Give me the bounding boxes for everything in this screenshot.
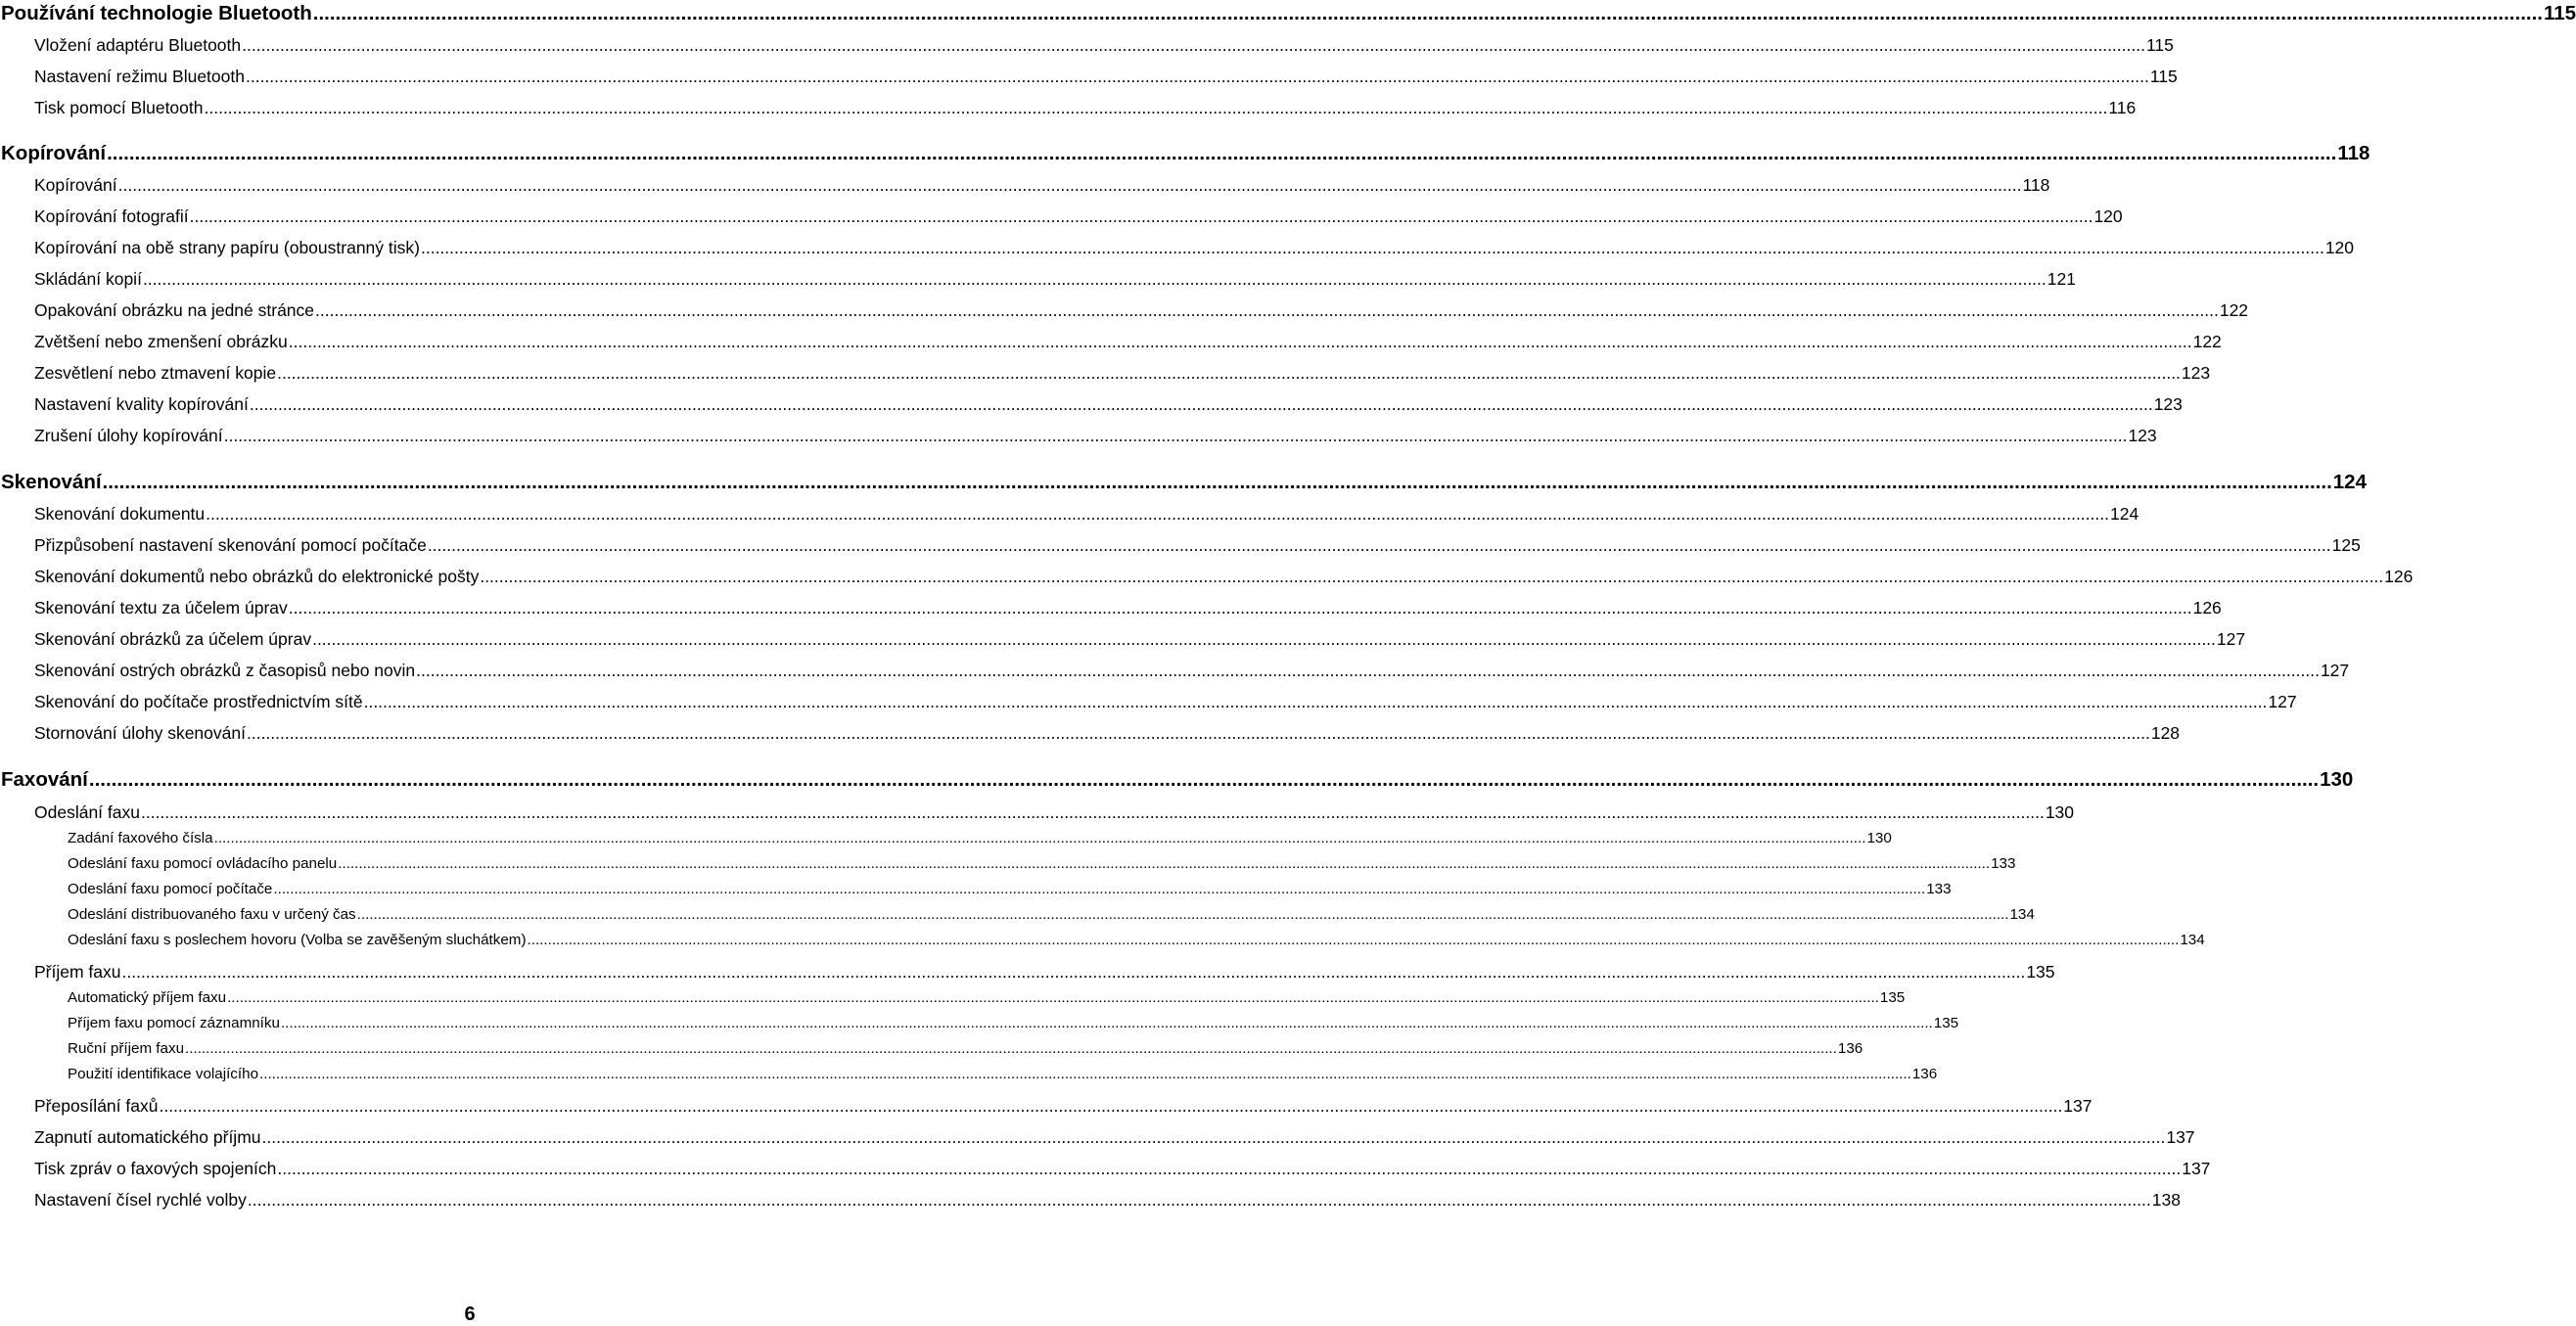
toc-entry-page: 125 [2331, 535, 2361, 555]
toc-entry-title: Používání technologie Bluetooth [1, 2, 312, 24]
toc-entry-title: Skenování obrázků za účelem úprav [34, 629, 312, 649]
toc-subsection[interactable] [0, 830, 1892, 846]
toc-entry-title: Kopírování na obě strany papíru (oboustranný tisk) [34, 238, 420, 257]
toc-entry-title: Tisk zpráv o faxových spojeních [34, 1159, 277, 1178]
toc-entry-page: 124 [2109, 504, 2139, 524]
toc-entry-title: Kopírování [34, 175, 117, 195]
toc-entry-title: Stornování úlohy skenování [34, 723, 246, 743]
toc-section[interactable] [0, 692, 2297, 712]
toc-entry-page: 135 [2026, 962, 2055, 982]
toc-section[interactable] [0, 567, 2414, 587]
toc-dot-leader: ................................................................................................................................................................................................................................................................................................................................................................................................................ [338, 855, 1991, 872]
toc-dot-leader: ................................................................................................................................................................................................................................................................................................................................................................................................................ [312, 2, 2543, 24]
toc-entry-title: Příjem faxu [34, 962, 121, 982]
toc-entry-title: Kopírování [1, 142, 107, 164]
toc-subsection[interactable] [0, 1066, 1938, 1082]
toc-dot-leader: ................................................................................................................................................................................................................................................................................................................................................................................................................ [247, 1190, 2151, 1210]
toc-entry-page: 115 [2543, 2, 2576, 24]
toc-entry-title: Odeslání faxu [34, 802, 140, 822]
toc-dot-leader: ................................................................................................................................................................................................................................................................................................................................................................................................................ [121, 962, 2026, 982]
toc-section[interactable] [0, 269, 2076, 290]
toc-dot-leader: ................................................................................................................................................................................................................................................................................................................................................................................................................ [189, 206, 2093, 226]
toc-section[interactable] [0, 175, 2050, 196]
toc-entry-page: 134 [2009, 906, 2035, 923]
toc-dot-leader: ................................................................................................................................................................................................................................................................................................................................................................................................................ [261, 1127, 2166, 1147]
page-number: 6 [464, 1303, 476, 1325]
toc-entry-title: Kopírování fotografií [34, 206, 189, 226]
toc-dot-leader: ................................................................................................................................................................................................................................................................................................................................................................................................................ [356, 906, 2009, 923]
toc-entry-title: Zvětšení nebo zmenšení obrázku [34, 332, 288, 351]
toc-entry-title: Skenování [1, 471, 102, 493]
toc-entry-title: Skenování do počítače prostřednictvím sítě [34, 692, 363, 711]
toc-chapter[interactable] [0, 142, 2370, 165]
toc-subsection[interactable] [0, 1015, 1959, 1031]
toc-dot-leader: ................................................................................................................................................................................................................................................................................................................................................................................................................ [280, 1015, 1933, 1031]
toc-section[interactable] [0, 426, 2157, 446]
toc-entry-page: 137 [2182, 1159, 2211, 1178]
toc-section[interactable] [0, 598, 2222, 618]
toc-subsection[interactable] [0, 881, 1952, 897]
toc-entry-page: 115 [2145, 35, 2174, 55]
toc-section[interactable] [0, 962, 2055, 983]
toc-entry-title: Opakování obrázku na jedné stránce [34, 300, 315, 320]
toc-entry-page: 134 [2180, 932, 2205, 948]
toc-entry-title: Odeslání faxu pomocí ovládacího panelu [68, 855, 338, 872]
toc-entry-title: Zadání faxového čísla [68, 830, 213, 846]
toc-section[interactable] [0, 723, 2181, 744]
toc-section[interactable] [0, 535, 2361, 556]
toc-entry-title: Tisk pomocí Bluetooth [34, 98, 204, 117]
toc-section[interactable] [0, 206, 2123, 227]
toc-dot-leader: ................................................................................................................................................................................................................................................................................................................................................................................................................ [142, 269, 2047, 289]
toc-entry-page: 138 [2151, 1190, 2181, 1210]
toc-entry-title: Použití identifikace volajícího [68, 1066, 259, 1082]
toc-entry-title: Nastavení čísel rychlé volby [34, 1190, 247, 1210]
toc-entry-page: 115 [2149, 67, 2178, 86]
toc-entry-page: 133 [1926, 881, 1952, 897]
toc-entry-title: Přizpůsobení nastavení skenování pomocí počítače [34, 535, 427, 555]
toc-entry-page: 136 [1911, 1066, 1938, 1082]
toc-dot-leader: ................................................................................................................................................................................................................................................................................................................................................................................................................ [273, 881, 1926, 897]
toc-dot-leader: ................................................................................................................................................................................................................................................................................................................................................................................................................ [140, 802, 2045, 822]
toc-entry-page: 124 [2332, 471, 2367, 493]
toc-entry-page: 130 [1866, 830, 1892, 846]
toc-section[interactable] [0, 504, 2139, 525]
toc-section[interactable] [0, 1096, 2093, 1117]
toc-entry-title: Zesvětlení nebo ztmavení kopie [34, 363, 277, 383]
toc-entry-title: Nastavení režimu Bluetooth [34, 67, 245, 86]
toc-entry-page: 127 [2320, 661, 2350, 680]
toc-dot-leader: ................................................................................................................................................................................................................................................................................................................................................................................................................ [480, 567, 2384, 586]
toc-entry-page: 130 [2320, 768, 2354, 791]
toc-dot-leader: ................................................................................................................................................................................................................................................................................................................................................................................................................ [259, 1066, 1911, 1082]
toc-section[interactable] [0, 363, 2211, 384]
toc-entry-page: 123 [2153, 394, 2183, 414]
toc-dot-leader: ................................................................................................................................................................................................................................................................................................................................................................................................................ [363, 692, 2268, 711]
toc-subsection[interactable] [0, 932, 2205, 948]
toc-entry-title: Odeslání distribuovaného faxu v určený čas [68, 906, 356, 923]
toc-entry-title: Skládání kopií [34, 269, 142, 289]
toc-entry-page: 133 [1991, 855, 2016, 872]
toc-entry-title: Odeslání faxu s poslechem hovoru (Volba se zavěšeným sluchátkem) [68, 932, 527, 948]
toc-entry-page: 122 [2219, 300, 2249, 320]
toc-entry-page: 120 [2093, 206, 2123, 226]
toc-dot-leader: ................................................................................................................................................................................................................................................................................................................................................................................................................ [288, 598, 2192, 617]
toc-subsection[interactable] [0, 855, 2016, 872]
toc-section[interactable] [0, 629, 2246, 650]
toc-entry-title: Skenování textu za účelem úprav [34, 598, 288, 617]
toc-section[interactable] [0, 394, 2183, 415]
toc-entry-title: Přeposílání faxů [34, 1096, 159, 1116]
toc-section[interactable] [0, 238, 2355, 258]
toc-dot-leader: ................................................................................................................................................................................................................................................................................................................................................................................................................ [245, 67, 2149, 86]
toc-section[interactable] [0, 802, 2075, 823]
toc-dot-leader: ................................................................................................................................................................................................................................................................................................................................................................................................................ [185, 1040, 1837, 1057]
toc-entry-page: 118 [2337, 142, 2370, 164]
toc-section[interactable] [0, 35, 2174, 56]
toc-dot-leader: ................................................................................................................................................................................................................................................................................................................................................................................................................ [206, 504, 2109, 524]
toc-entry-title: Ruční příjem faxu [68, 1040, 185, 1057]
toc-dot-leader: ................................................................................................................................................................................................................................................................................................................................................................................................................ [288, 332, 2192, 351]
toc-dot-leader: ................................................................................................................................................................................................................................................................................................................................................................................................................ [277, 363, 2181, 383]
toc-entry-page: 137 [2166, 1127, 2195, 1147]
toc-entry-page: 118 [2022, 175, 2050, 195]
toc-dot-leader: ................................................................................................................................................................................................................................................................................................................................................................................................................ [527, 932, 2180, 948]
toc-entry-page: 127 [2216, 629, 2246, 649]
toc-section[interactable] [0, 661, 2350, 681]
toc-section[interactable] [0, 67, 2178, 87]
toc-dot-leader: ................................................................................................................................................................................................................................................................................................................................................................................................................ [420, 238, 2324, 257]
toc-section[interactable] [0, 1159, 2211, 1179]
toc-entry-page: 122 [2192, 332, 2222, 351]
toc-entry-page: 123 [2181, 363, 2211, 383]
toc-entry-page: 127 [2268, 692, 2297, 711]
toc-entry-page: 136 [1837, 1040, 1863, 1057]
toc-dot-leader: ................................................................................................................................................................................................................................................................................................................................................................................................................ [88, 768, 2320, 791]
toc-section[interactable] [0, 1127, 2195, 1148]
toc-entry-title: Příjem faxu pomocí záznamníku [68, 1015, 280, 1031]
toc-entry-title: Zrušení úlohy kopírování [34, 426, 223, 445]
toc-section[interactable] [0, 332, 2222, 352]
toc-section[interactable] [0, 1190, 2181, 1211]
toc-dot-leader: ................................................................................................................................................................................................................................................................................................................................................................................................................ [416, 661, 2320, 680]
toc-entry-page: 135 [1879, 989, 1906, 1006]
toc-entry-page: 123 [2128, 426, 2157, 445]
toc-dot-leader: ................................................................................................................................................................................................................................................................................................................................................................................................................ [213, 830, 1866, 846]
toc-entry-page: 135 [1933, 1015, 1959, 1031]
toc-dot-leader: ................................................................................................................................................................................................................................................................................................................................................................................................................ [312, 629, 2216, 649]
toc-subsection[interactable] [0, 906, 2035, 923]
toc-dot-leader: ................................................................................................................................................................................................................................................................................................................................................................................................................ [242, 35, 2145, 55]
toc-entry-title: Skenování dokumentu [34, 504, 206, 524]
toc-entry-title: Odeslání faxu pomocí počítače [68, 881, 273, 897]
toc-dot-leader: ................................................................................................................................................................................................................................................................................................................................................................................................................ [159, 1096, 2063, 1116]
toc-entry-page: 120 [2324, 238, 2355, 257]
toc-entry-title: Vložení adaptéru Bluetooth [34, 35, 242, 55]
toc-entry-title: Nastavení kvality kopírování [34, 394, 249, 414]
toc-dot-leader: ................................................................................................................................................................................................................................................................................................................................................................................................................ [204, 98, 2108, 117]
toc-dot-leader: ................................................................................................................................................................................................................................................................................................................................................................................................................ [107, 142, 2337, 164]
toc-entry-title: Zapnutí automatického příjmu [34, 1127, 261, 1147]
toc-dot-leader: ................................................................................................................................................................................................................................................................................................................................................................................................................ [102, 471, 2332, 493]
toc-dot-leader: ................................................................................................................................................................................................................................................................................................................................................................................................................ [249, 394, 2153, 414]
toc-subsection[interactable] [0, 989, 1906, 1006]
toc-chapter[interactable] [0, 471, 2367, 494]
toc-subsection[interactable] [0, 1040, 1863, 1057]
toc-section[interactable] [0, 300, 2249, 321]
toc-entry-page: 137 [2063, 1096, 2093, 1116]
toc-entry-page: 126 [2192, 598, 2222, 617]
toc-entry-title: Skenování ostrých obrázků z časopisů nebo novin [34, 661, 416, 680]
toc-dot-leader: ................................................................................................................................................................................................................................................................................................................................................................................................................ [277, 1159, 2182, 1178]
toc-chapter[interactable] [0, 2, 2576, 25]
toc-entry-page: 128 [2150, 723, 2181, 743]
toc-entry-page: 126 [2384, 567, 2414, 586]
toc-entry-page: 121 [2047, 269, 2076, 289]
toc-dot-leader: ................................................................................................................................................................................................................................................................................................................................................................................................................ [315, 300, 2219, 320]
toc-section[interactable] [0, 98, 2137, 118]
toc-dot-leader: ................................................................................................................................................................................................................................................................................................................................................................................................................ [227, 989, 1879, 1006]
toc-dot-leader: ................................................................................................................................................................................................................................................................................................................................................................................................................ [427, 535, 2331, 555]
toc-dot-leader: ................................................................................................................................................................................................................................................................................................................................................................................................................ [246, 723, 2150, 743]
toc-dot-leader: ................................................................................................................................................................................................................................................................................................................................................................................................................ [223, 426, 2128, 445]
toc-entry-page: 130 [2045, 802, 2075, 822]
toc-entry-title: Automatický příjem faxu [68, 989, 227, 1006]
toc-chapter[interactable] [0, 768, 2354, 792]
toc-entry-title: Skenování dokumentů nebo obrázků do elektronické pošty [34, 567, 480, 586]
toc-dot-leader: ................................................................................................................................................................................................................................................................................................................................................................................................................ [117, 175, 2022, 195]
toc-entry-page: 116 [2108, 98, 2137, 117]
toc-entry-title: Faxování [1, 768, 88, 791]
